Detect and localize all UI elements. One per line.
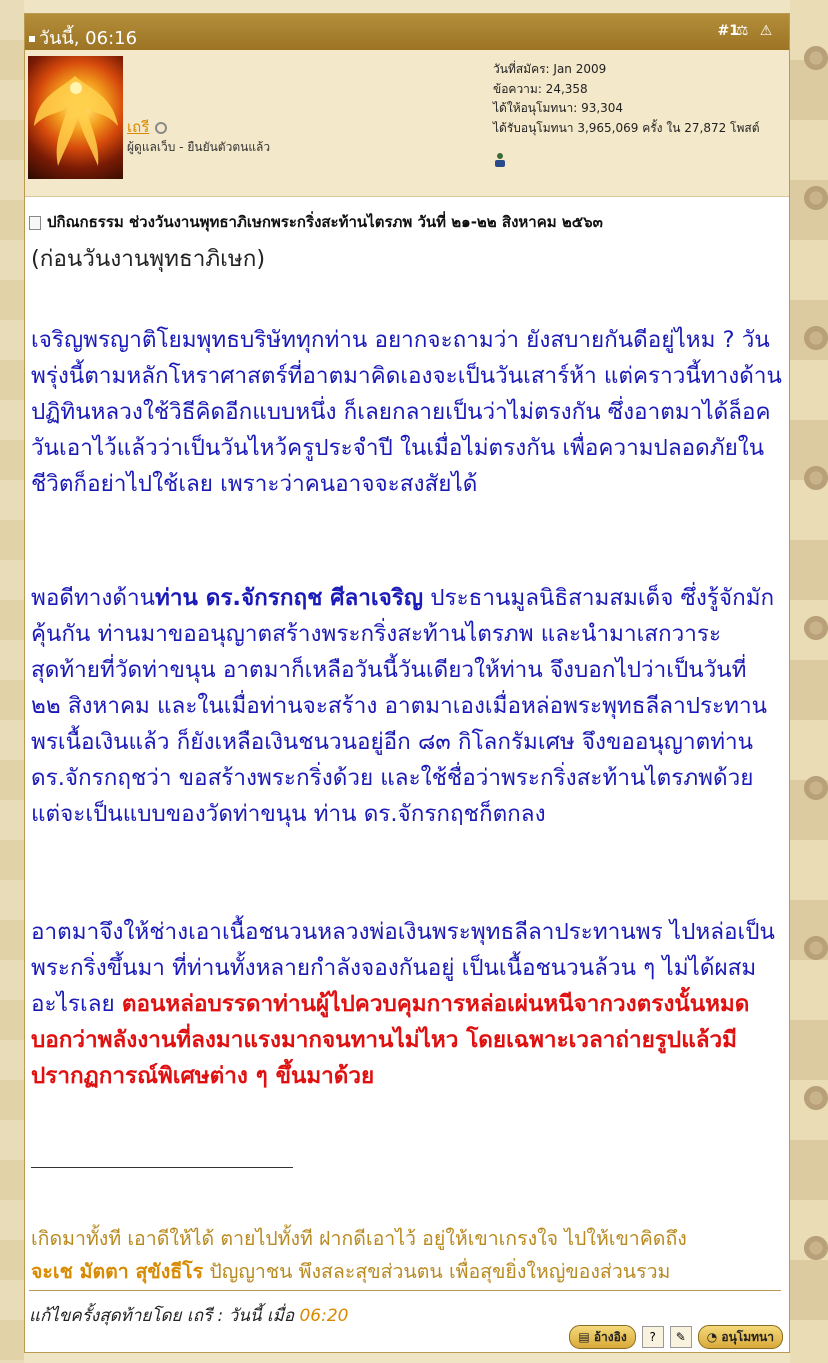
page-background-left bbox=[0, 0, 24, 1363]
ornament bbox=[804, 610, 828, 646]
thanks-received: ได้รับอนุโมทนา 3,965,069 ครั้ง ใน 27,872 โพสต์ bbox=[493, 120, 760, 135]
ornament bbox=[804, 180, 828, 216]
join-date: วันที่สมัคร: Jan 2009 bbox=[493, 62, 607, 76]
thanks-given: ได้ให้อนุโมทนา: 93,304 bbox=[493, 101, 624, 115]
edit-icon[interactable]: ✎ bbox=[670, 1326, 692, 1348]
post-paragraph: พอดีทางด้านท่าน ดร.จักรกฤช ศีลาเจริญ ประธานมูลนิธิสามสมเด็จ ซึ่งรู้จักมักคุ้นกัน ท่านมาขออนุญาตสร้างพระกริ่งสะท้านไตรภพ และนำมาเสกวาระสุดท้ายที่วัดท่าขนุน อาตมาก็เหลือวันนี้วันเดียวให้ท่าน จึงบอกไปว่าเป็นวันที่ ๒๒ สิงหาคม และในเมื่อท่านจะสร้าง อาตมาเองเมื่อหล่อพระพุทธลีลาประทานพรเนื้อเงินแล้ว ก็ยังเหลือเงินชนวนอยู่อีก ๘๓ กิโลกรัมเศษ จึงขออนุญาตท่าน ดร.จักรกฤชว่า ขอสร้างพระกริ่งด้วย และใช้ชื่อว่าพระกริ่งสะท้านไตรภพด้วย แต่จะเป็นแบบของวัดท่าขนุน ท่าน ดร.จักรกฤชก็ตกลง bbox=[31, 585, 775, 827]
ornament bbox=[804, 930, 828, 966]
post-header bbox=[25, 14, 789, 50]
post-paragraph: เจริญพรญาติโยมพุทธบริษัททุกท่าน อยากจะถามว่า ยังสบายกันดีอยู่ไหม ? วันพรุ่งนี้ตามหลักโหราศาสตร์ที่อาตมาคิดเองจะเป็นวันเสาร์ห้า แต่คราวนี้ทางด้านปฏิทินหลวงใช้วิธีคิดอีกแบบหนึ่ง ก็เลยกลายเป็นว่าไม่ตรงกัน ซึ่งอาตมาได้ล็อควันเอาไว้แล้วว่าเป็นวันไหว้ครูประจำปี ในเมื่อไม่ตรงกัน เพื่อความปลอดภัยในชีวิตก็อย่าไปใช้เลย เพราะว่าคนอาจจะสงสัยได้ bbox=[31, 327, 782, 497]
last-edit-note: แก้ไขครั้งสุดท้ายโดย เถรี : วันนี้ เมื่อ 06:20 bbox=[29, 1306, 349, 1326]
ornament bbox=[804, 40, 828, 76]
page-background-right bbox=[790, 0, 828, 1363]
bullet-icon bbox=[29, 36, 35, 42]
user-info-bar bbox=[25, 50, 789, 197]
quote-button[interactable]: ▤ อ้างอิง bbox=[569, 1325, 635, 1349]
ornament bbox=[804, 320, 828, 356]
signature-divider bbox=[31, 1167, 293, 1168]
thanks-button[interactable]: ◔ อนุโมทนา bbox=[698, 1325, 783, 1349]
thanks-icon: ◔ bbox=[706, 1330, 722, 1344]
post-date: วันนี้, 06:16 bbox=[29, 23, 137, 52]
ornament bbox=[804, 460, 828, 496]
post-actions bbox=[569, 1325, 783, 1349]
post-paragraph: อาตมาจึงให้ช่างเอาเนื้อชนวนหลวงพ่อเงินพระพุทธลีลาประทานพร ไปหล่อเป็นพระกริ่งขึ้นมา ที่ท่านทั้งหลายกำลังจองกันอยู่ เป็นเนื้อชนวนล้วน ๆ ไม่ได้ผสมอะไรเลย ตอนหล่อบรรดาท่านผู้ไปควบคุมการหล่อเผ่นหนีจากวงตรงนั้นหมด บอกว่าพลังงานที่ลงมาแรงมากจนทานไม่ไหว โดยเฉพาะเวลาถ่ายรูปแล้วมีปรากฏการณ์พิเศษต่าง ๆ ขึ้นมาด้วย bbox=[31, 919, 775, 1089]
help-icon[interactable]: ? bbox=[642, 1326, 664, 1348]
forum-post bbox=[24, 13, 790, 1353]
report-warning-icon[interactable]: ⚠ bbox=[759, 23, 773, 39]
ornament bbox=[804, 1230, 828, 1266]
user-stats bbox=[493, 60, 760, 138]
post-title: ปกิณกธรรม ช่วงวันงานพุทธาภิเษกพระกริ่งสะท้านไตรภพ วันที่ ๒๑-๒๒ สิงหาคม ๒๕๖๓ bbox=[29, 210, 603, 234]
username-link[interactable]: เถรี bbox=[127, 115, 167, 139]
user-title: ผู้ดูแลเว็บ - ยืนยันตัวตนแล้ว bbox=[127, 140, 271, 154]
user-profile-icon[interactable] bbox=[493, 152, 507, 171]
post-number-link[interactable]: #1 bbox=[717, 23, 739, 39]
edit-divider bbox=[29, 1290, 781, 1291]
post-preface: (ก่อนวันงานพุทธาภิเษก) bbox=[31, 246, 266, 272]
ornament bbox=[804, 770, 828, 806]
signature: เกิดมาทั้งที เอาดีให้ได้ ตายไปทั้งที ฝากดีเอาไว้ อยู่ให้เขาเกรงใจ ไปให้เขาคิดถึง จะเช มัตตา สุขังธีโร ปัญญาชน พึงสละสุขส่วนตน เพื่อสุขยิ่งใหญ่ของส่วนรวม bbox=[31, 1227, 687, 1283]
ornament bbox=[804, 1080, 828, 1116]
scales-icon[interactable]: ⚖ bbox=[735, 23, 749, 39]
post-count: ข้อความ: 24,358 bbox=[493, 81, 588, 96]
offline-status-icon bbox=[155, 122, 167, 134]
document-icon bbox=[29, 216, 41, 230]
quote-icon: ▤ bbox=[578, 1330, 594, 1344]
avatar bbox=[28, 56, 123, 179]
